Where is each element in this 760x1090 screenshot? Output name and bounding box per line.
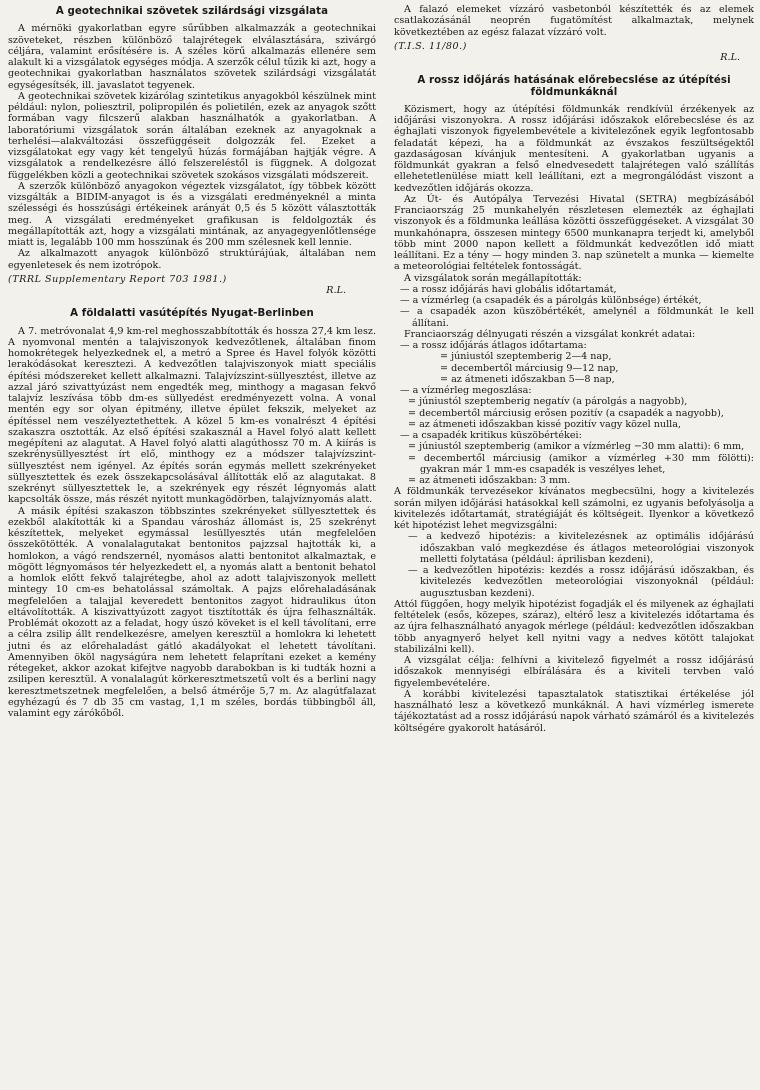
paragraph: A földmunkák tervezésekor kívánatos megbecsülni, hogy a kivitelezés során milyen időjárási hatásokkal kell számolni, ez ugyanis befolyásolja a kivitelezés időtartamát, stratégiáját és költségeit. Ilyenkor a következő két hipotézist lehet megvizsgálni: [394,486,754,531]
list-item: — a kedvező hipotézis: a kivitelezésnek az optimális időjárású időszakban való megkezdése és átlagos meteorológiai viszonyok melletti folytatása (például: áprilisban kezdeni), [408,531,754,565]
list-item: — a vízmérleg (a csapadék és a párolgás különbsége) értékét, [400,295,702,306]
right-column [394,4,754,734]
list-item: = júniustól szeptemberig negatív (a párolgás a nagyobb), [408,396,688,408]
article-title-berlin-metro: A földalatti vasútépítés Nyugat-Berlinben [70,308,314,320]
sub-list [394,396,754,430]
article-title-weather: A rossz időjárás hatásának előrebecslése az útépítési földmunkáknál [417,75,731,98]
list-item: = júniustól szeptemberig 2—4 nap, [440,351,612,363]
paragraph-continuation: A falazó elemeket vízzáró vasbetonból készítették és az elemek csatlakozásánál neoprén fugatömítést alkalmaztak, melynek következtében az egész falazat vízzáró volt. [394,4,754,38]
paragraph: A vizsgálat célja: felhívni a kivitelező figyelmét a rossz időjárású időszakok mennyiségi elbírálására és a kiviteli tervben való figyelembevételére. [394,655,754,689]
list-item: = az átmeneti időszakban: 3 mm. [408,475,571,486]
findings-intro: A vizsgálatok során megállapították: [404,272,582,284]
paragraph: Az alkalmazott anyagok különböző struktúrájúak, általában nem egyenletesek és nem izotrópok. [8,248,376,271]
list-item: = decembertől márciusig (amikor a vízmérleg +30 mm fölötti): gyakran már 1 mm-es csapadék is veszélyes lehet, [408,452,754,475]
article-title-geotextile: A geotechnikai szövetek szilárdsági vizsgálata [55,6,329,17]
paragraph: Közismert, hogy az útépítési földmunkák rendkívül érzékenyek az időjárási viszonyokra. A rossz időjárási időszakok előrebecslése és az éghajlati viszonyok figyelembevétele a kivitelezőnek egyik legfontosabb feladatát képezi, ha a földmunkát az évszakos feszültségektől gazdaságosan kívánjuk mentesíteni. A gyakorlatban ugyanis a földmunkát gyakran a felső elnedvesedett talajrétegen való szállítás ellehetetlenülése miatt kell leállítani, ezt a megrongálódást viszont a kedvezőtlen időjárás okozza. [394,103,754,194]
list-item: = decembertől márciusig 9—12 nap, [440,362,619,374]
left-column [8,4,376,719]
paragraph: A mérnöki gyakorlatban egyre sűrűbben alkalmazzák a geotechnikai szöveteket, részben különböző talajrétegek elválasztására, szivárgó céljára, valamint erősítésére is. A széles körű alkalmazás ellenére sem alakult ki a vizsgálatok egységes módja. A szerzők célul tűzik ki azt, hogy a geotechnikai gyakorlatban használatos szövetek szilárdsági vizsgálatát egységesítsék, ill. javaslatot tegyenek. [8,23,376,91]
list-item: — a vízmérleg megoszlása: [400,385,532,396]
list-item: — a csapadék kritikus küszöbértékei: [400,430,582,441]
list-item: = az átmeneti időszakban kissé pozitív vagy közel nulla, [408,418,682,430]
findings-list [394,284,754,329]
list-item: — a kedvezőtlen hipotézis: kezdés a rossz időjárású időszakban, és kivitelezés kedvezőtlen meteorológiai viszonyoknál (például: augusztusban kezdeni). [408,565,754,599]
hypothesis-list [394,531,754,599]
paragraph: A korábbi kivitelezési tapasztalatok statisztikai értékelése jól használható lesz a következő munkáknál. A havi vízmérleg ismerete tájékoztatást ad a rossz időjárású napok várható számáról és a kivitelezés költségére gyakorolt hatásáról. [394,688,754,734]
source-citation: (T.I.S. 11/80.) [394,40,467,52]
paragraph: Attól függően, hogy melyik hipotézist fogadják el és milyenek az éghajlati feltételek (esős, közepes, száraz), eltérő lesz a kivitelezés időtartama és az újra felhasználható anyagok mérlege (például: kedvezőtlen időszakban több anyagnyerő helyet kell nyitni vagy a nedves kötött talajokat stabilizálni kell). [394,598,754,655]
sub-list [394,351,754,385]
data-list [394,430,754,441]
sub-list [394,441,754,486]
data-list [394,340,754,351]
author-initials: R.L. [326,285,346,296]
paragraph: A 7. metróvonalat 4,9 km-rel meghosszabbították és hossza 27,4 km lesz. A nyomvonal mentén a talajviszonyok kedvezőtlenek, általában finom homokrétegek helyezkednek el, a metró a Spree és Havel folyók közötti lerakódásokat keresztezi. A kedvezőtlen talajviszonyok miatt speciális építési módszereket kellett alkalmazni. Talajvízszint-süllyesztést, illetve az azzal járó szivattyúzást nem engedték meg, minthogy a magasan fekvő talajvíz leszívása több dm-es süllyedést eredményezett volna. A vonal mentén egy sor olyan épitmény, illetve épület fekszik, melyeket az építéssel nem veszélyeztethettek. A közel 5 km-es vonalrészt 4 építési szakaszra osztották. Az első építési szakasznál a Havel folyó alatt kellett megépíteni az alagutat. A Havel folyó alatti alagúthossz 70 m. A kiírás is szekrénysüllyesztést írt elő, minthogy ez a módszer talajvízszint-süllyesztést nem igényel. Az építés során egymás mellett szekrényeket süllyesztettek és ezek összekapcsolásával állították elő az alagutakat. 8 szekrényt süllyesztettek le, a szekrények egy részét légnyomás alatt kapcsolták össze, más részét nyitott munkagödörben, talajvíznyomás alatt. [8,325,376,506]
author-initials: R.L. [720,52,740,63]
paragraph: Az Út- és Autópálya Tervezési Hivatal (SETRA) megbízásából Franciaország 25 munkahelyén részletesen elemezték az éghajlati viszonyok és a földmunka leállása közötti összefüggéseket. A vizsgálat 30 munkahónapra, összesen mintegy 6500 munkanapra terjedt ki, amelyből több mint 2000 napon kellett a földmunkát kedvezőtlen idő miatt leállítani. Ez a tény — hogy minden 3. nap szünetelt a munka — kiemelte a meteorológiai feltételek fontosságát. [394,193,754,273]
southwest-intro: Franciaország délnyugati részén a vizsgálat konkrét adatai: [404,328,696,340]
list-item: = júniustól szeptemberig (amikor a vízmérleg −30 mm alatti): 6 mm, [408,441,745,453]
paragraph: A geotechnikai szövetek kizárólag szintetikus anyagokból készülnek mint például: nylon, poliesztril, polipropilén és polietilén, ezek az anyagok szőtt formában vagy filcszerű alakban használhatók a gyakorlatban. A laboratóriumi vizsgálatok során általában ezeknek az anyagoknak a terhelési—alakváltozási összefüggéseit dolgozzák fel. Ezeket a vizsgálatokat egy vagy két tengelyű húzás formájában hajtják végre. A vizsgálatok a rendelkezésre álló felszereléstől is függnek. A dolgozat függelékben közli a geotechnikai szövetek szokásos vizsgálati módszereit. [8,90,376,181]
list-item: — a csapadék azon küszöbértékét, amelynél a földmunkát le kell állítani. [400,306,754,329]
data-list [394,385,754,396]
source-citation: (TRRL Supplementary Report 703 1981.) [8,273,227,285]
paragraph: A másik építési szakaszon többszintes szekrényeket süllyesztettek és ezekből alakították ki a Spandau városház állomást is, 25 szekrényt készítettek, melyeket egymással lesüllyesztés után megfelelően összekötötték. A vonalalagutakat bentonitos pajzzsal hajtották ki, a homlokon, a vágó rendszernél, nyomásos alatti bentonitot alkalmaztak, e mögött légnyomásos tér helyezkedett el, a nyomás alatt a bentonit behatol a homlok előtt fekvő talajrétegbe, ahol az adott talajviszonyok mellett mintegy 10 cm-es behatolással számoltak. A pajzs előrehaladásának megfelelően a talajjal keveredett bentonitos zagyot hidraulikus úton eltávolították. A kiszivattyúzott zagyot tisztították és újra felhasználták. Problémát okozott az a feladat, hogy úszó köveket is el kell távolítani, erre a célra zsilip állt rendelkezésre, amelyen keresztül a homlokra ki lehetett jutni és az előrehaladást gátló akadályokat el lehetett távolítani. Amennyiben ököl nagyságúra nem lehetett felaprítani ezeket a kemény rétegeket, akkor azokat kifejtve nagyobb darabokban is ki tudták hozni a zsilipen keresztül. A vonalalagút körkeresztmetszetű volt és a berlini nagy keresztmetszetnek megfelelően, a belső átmérője 5,7 m. Az alagútfalazat egyhézagú és 7 db 35 cm vastag, 1,1 m széles, bordás tübbingből áll, valamint egy zárókőből. [8,505,376,719]
list-item: — a rossz időjárás átlagos időtartama: [400,340,587,351]
list-item: = decembertől márciusig erősen pozitív (a csapadék a nagyobb), [408,407,724,419]
list-item: — a rossz időjárás havi globális időtartamát, [400,283,617,295]
paragraph: A szerzők különböző anyagokon végeztek vizsgálatot, így többek között vizsgálták a BIDIM-anyagot is és a vizsgálati eredményeknél a minta szélességi és hosszúsági értékeinek arányát 0,5 és 5 között választották meg. A vizsgálati eredményeket grafikusan is feldolgozták és megállapították azt, hogy a vizsgálati mintának, az anyagegyenlőtlensége miatt is, legalább 100 mm hosszúnak és 200 mm szélesnek kell lennie. [8,180,376,248]
list-item: = az átmeneti időszakban 5—8 nap, [440,373,615,385]
